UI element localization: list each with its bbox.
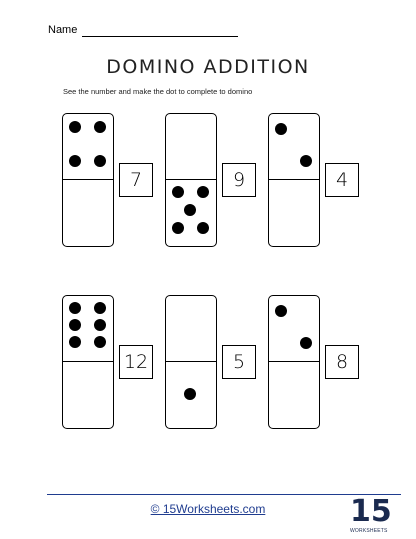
number-box: 5 xyxy=(222,345,256,379)
domino-dot xyxy=(197,186,209,198)
domino-dot xyxy=(184,388,196,400)
domino-dot xyxy=(275,123,287,135)
number-box: 8 xyxy=(325,345,359,379)
number-box: 12 xyxy=(119,345,153,379)
domino-dot xyxy=(94,155,106,167)
domino-dot xyxy=(300,155,312,167)
brand-logo xyxy=(350,494,392,538)
number-box: 7 xyxy=(119,163,153,197)
domino-tile xyxy=(165,295,217,429)
domino-tile xyxy=(165,113,217,247)
domino-divider xyxy=(166,361,216,362)
domino-dot xyxy=(69,121,81,133)
domino-dot xyxy=(275,305,287,317)
domino-dot xyxy=(94,302,106,314)
logo-text: WORKSHEETS xyxy=(350,528,388,534)
domino-tile xyxy=(62,295,114,429)
worksheet-title: DOMINO ADDITION xyxy=(106,56,310,78)
domino-tile xyxy=(268,295,320,429)
domino-dot xyxy=(172,186,184,198)
footer-link[interactable]: © 15Worksheets.com xyxy=(150,502,266,516)
domino-dot xyxy=(184,204,196,216)
domino-divider xyxy=(63,179,113,180)
logo-number: 15 xyxy=(350,494,392,529)
domino-dot xyxy=(94,336,106,348)
domino-divider xyxy=(166,179,216,180)
domino-divider xyxy=(269,179,319,180)
footer-line xyxy=(47,494,401,495)
domino-dot xyxy=(94,319,106,331)
domino-dot xyxy=(69,319,81,331)
domino-divider xyxy=(63,361,113,362)
instructions: See the number and make the dot to complete to domino xyxy=(63,87,253,96)
name-line xyxy=(82,36,238,37)
domino-dot xyxy=(197,222,209,234)
domino-dot xyxy=(172,222,184,234)
domino-dot xyxy=(69,155,81,167)
domino-dot xyxy=(69,336,81,348)
number-box: 4 xyxy=(325,163,359,197)
domino-tile xyxy=(62,113,114,247)
domino-divider xyxy=(269,361,319,362)
domino-dot xyxy=(69,302,81,314)
domino-dot xyxy=(300,337,312,349)
domino-dot xyxy=(94,121,106,133)
number-box: 9 xyxy=(222,163,256,197)
domino-tile xyxy=(268,113,320,247)
name-label: Name xyxy=(48,24,78,36)
